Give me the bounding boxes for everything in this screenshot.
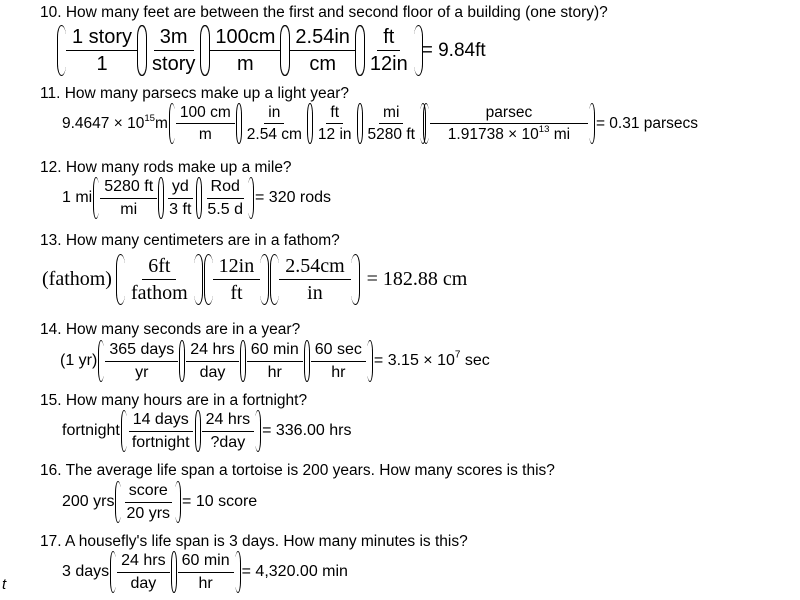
denominator: 20 yrs	[126, 504, 171, 522]
factor-hrs-per-day	[199, 411, 257, 451]
denominator: fathom	[130, 282, 188, 304]
equation-17	[62, 552, 352, 592]
question-13: 13. How many centimeters are in a fathom?	[40, 232, 340, 249]
factor-feet	[361, 26, 417, 75]
numerator: 5280 ft	[100, 178, 157, 199]
denominator: ?day	[210, 433, 246, 451]
factor-rod-per-yd	[200, 178, 250, 218]
factor-sec-per-hr	[308, 341, 369, 381]
numerator: 2.54cm	[279, 255, 350, 280]
numerator: 60 min	[178, 552, 234, 573]
numerator: parsec	[430, 104, 588, 124]
denominator: 12 in	[317, 126, 352, 144]
numerator: 24 hrs	[117, 552, 169, 573]
numerator: 100cm	[209, 26, 281, 51]
start-quantity: $9.4647 \times 10^{15}m$	[62, 112, 168, 132]
factor-days-per-yr	[102, 341, 181, 381]
factor-inches	[286, 26, 359, 75]
numerator: 1 story	[66, 26, 138, 51]
question-15: 15. How many hours are in a fortnight?	[40, 392, 308, 409]
question-12: 12. How many rods make up a mile?	[40, 159, 292, 176]
numerator: 100 cm	[176, 104, 235, 124]
denominator: 12in	[369, 53, 408, 75]
denominator: 5280 ft	[367, 126, 415, 144]
result: = 10 score	[182, 493, 258, 511]
question-11: 11. How many parsecs make up a light year?	[40, 85, 350, 102]
denominator: mi	[120, 200, 138, 218]
result: = 182.88 cm	[366, 268, 468, 290]
stray-mark: t	[2, 576, 7, 593]
factor-cm-per-m	[173, 104, 238, 143]
numerator: mi	[379, 104, 403, 124]
equation-16	[62, 482, 261, 522]
factor-min-per-hr	[175, 552, 237, 592]
start-quantity: (1 yr)	[60, 352, 98, 370]
denominator: 3 ft	[169, 200, 192, 218]
result: = 336.00 hrs	[262, 422, 352, 440]
denominator: hr	[198, 574, 213, 592]
factor-ft-per-in	[311, 104, 359, 143]
denominator: story	[152, 53, 196, 75]
result: = 320 rods	[255, 189, 332, 207]
denominator: $1.91738 \times 10^{13}$ mi	[447, 123, 571, 144]
denominator: 5.5 d	[207, 200, 243, 218]
numerator: 2.54in	[289, 26, 356, 51]
denominator: yr	[135, 363, 149, 381]
denominator: 2.54 cm	[246, 126, 302, 144]
start-quantity: 3 days	[62, 563, 110, 581]
denominator: ft	[230, 282, 243, 304]
equation-11	[62, 104, 702, 143]
factor-centimeters	[206, 26, 284, 75]
numerator: 60 min	[247, 341, 303, 362]
numerator: 14 days	[129, 411, 193, 432]
numerator: Rod	[207, 178, 244, 199]
result: = 9.84ft	[421, 39, 486, 61]
result: = 4,320.00 min	[241, 563, 348, 581]
start-quantity: 1 mi	[62, 189, 93, 207]
factor-min-per-hr	[244, 341, 306, 381]
denominator: hr	[267, 363, 282, 381]
factor-in-per-ft	[210, 255, 264, 304]
result: = $3.15 \times 10^7$ sec	[373, 349, 490, 370]
numerator: 24 hrs	[186, 341, 238, 362]
numerator: ft	[377, 26, 400, 51]
factor-ft-per-mi	[97, 178, 160, 218]
denominator: hr	[331, 363, 346, 381]
start-quantity: (fathom)	[42, 268, 112, 290]
numerator: ft	[326, 104, 343, 124]
factor-hrs-per-day	[114, 552, 172, 592]
factor-hrs-per-day	[183, 341, 241, 381]
factor-in-per-cm	[240, 104, 309, 143]
numerator: 60 sec	[311, 341, 366, 362]
equation-14	[60, 341, 494, 381]
numerator: yd	[168, 178, 193, 199]
question-14: 14. How many seconds are in a year?	[40, 321, 301, 338]
numerator: in	[264, 104, 284, 124]
start-quantity: fortnight	[62, 422, 120, 440]
factor-yd-per-ft	[162, 178, 198, 218]
numerator: 6ft	[142, 255, 176, 280]
question-16: 16. The average life span a tortoise is 200 years. How many scores is this?	[40, 462, 555, 479]
factor-ft-per-fathom	[122, 255, 197, 304]
numerator: 365 days	[105, 341, 178, 362]
factor-days-per-fortnight	[125, 411, 197, 451]
factor-cm-per-in	[276, 255, 353, 304]
factor-mi-per-ft	[361, 104, 422, 143]
numerator: 24 hrs	[202, 411, 254, 432]
equation-13	[42, 255, 471, 304]
denominator: fortnight	[131, 433, 190, 451]
numerator: 3m	[154, 26, 194, 51]
numerator: score	[125, 482, 172, 503]
denominator: day	[130, 574, 157, 592]
denominator: 1	[96, 53, 108, 75]
denominator: in	[307, 282, 323, 304]
factor-story	[63, 26, 141, 75]
numerator: 12in	[213, 255, 261, 280]
equation-15	[62, 411, 356, 451]
result: = 0.31 parsecs	[595, 114, 699, 132]
factor-meters	[143, 26, 204, 75]
equation-12	[62, 178, 335, 218]
start-quantity: 200 yrs	[62, 493, 115, 511]
denominator: cm	[309, 53, 336, 75]
factor-score-per-yrs	[119, 482, 177, 522]
denominator: day	[199, 363, 226, 381]
factor-parsec-per-mi	[427, 104, 591, 143]
equation-10	[62, 26, 490, 75]
denominator: m	[237, 53, 254, 75]
denominator: m	[198, 126, 212, 144]
question-10: 10. How many feet are between the first and second floor of a building (one story)?	[40, 4, 608, 21]
question-17: 17. A housefly's life span is 3 days. How many minutes is this?	[40, 533, 468, 550]
